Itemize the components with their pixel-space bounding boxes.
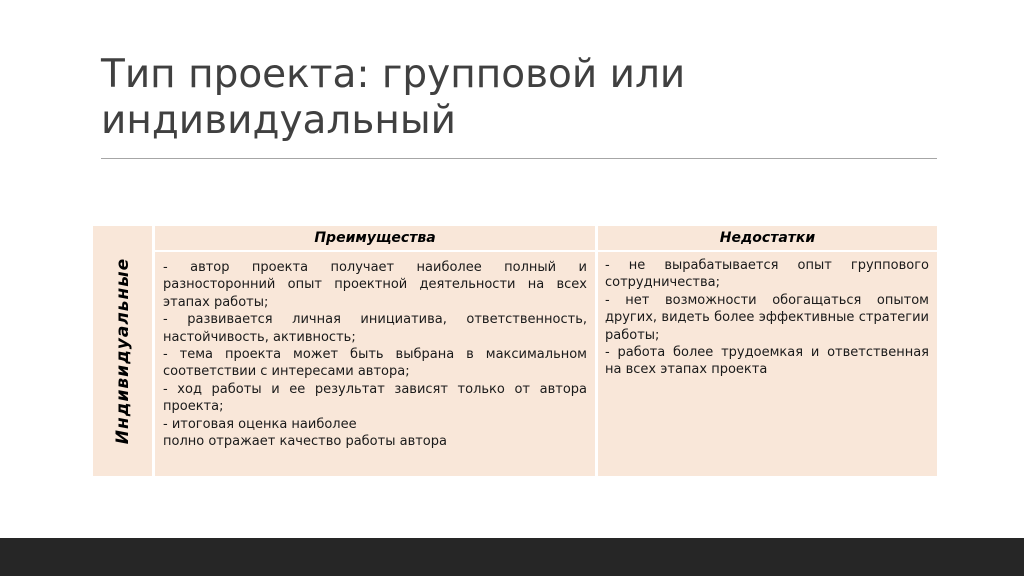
disadvantages-cell — [598, 252, 937, 476]
disadvantage-item: - нет возможности обогащаться опытом других, видеть более эффективные стратегии работы; — [605, 292, 929, 343]
header-disadvantages: Недостатки — [598, 226, 937, 250]
advantages-cell — [155, 252, 595, 476]
row-label: Индивидуальные — [112, 257, 133, 445]
advantage-item: - итоговая оценка наиболее — [163, 416, 357, 432]
row-label-cell — [93, 226, 152, 476]
advantage-item: - развивается личная инициатива, ответственность, настойчивость, активность; — [163, 312, 587, 345]
title-divider — [101, 158, 937, 159]
advantage-item: - автор проекта получает наиболее полный и разносторонний опыт проектной деятельности на всех этапах работы; — [163, 260, 587, 310]
footer-bar — [0, 538, 1024, 576]
advantage-item: - тема проекта может быть выбрана в максимальном соответствии с интересами автора; — [163, 347, 587, 380]
slide-title: Тип проекта: групповой или индивидуальный — [101, 52, 686, 143]
disadvantage-item: - не вырабатывается опыт группового сотрудничества; — [605, 258, 929, 291]
disadvantage-item: - работа более трудоемкая и ответственная на всех этапах проекта — [605, 345, 929, 378]
advantage-item: - ход работы и ее результат зависят только от автора проекта; — [163, 381, 587, 415]
header-advantages: Преимущества — [155, 226, 595, 250]
advantage-item: полно отражает качество работы автора — [163, 434, 447, 450]
